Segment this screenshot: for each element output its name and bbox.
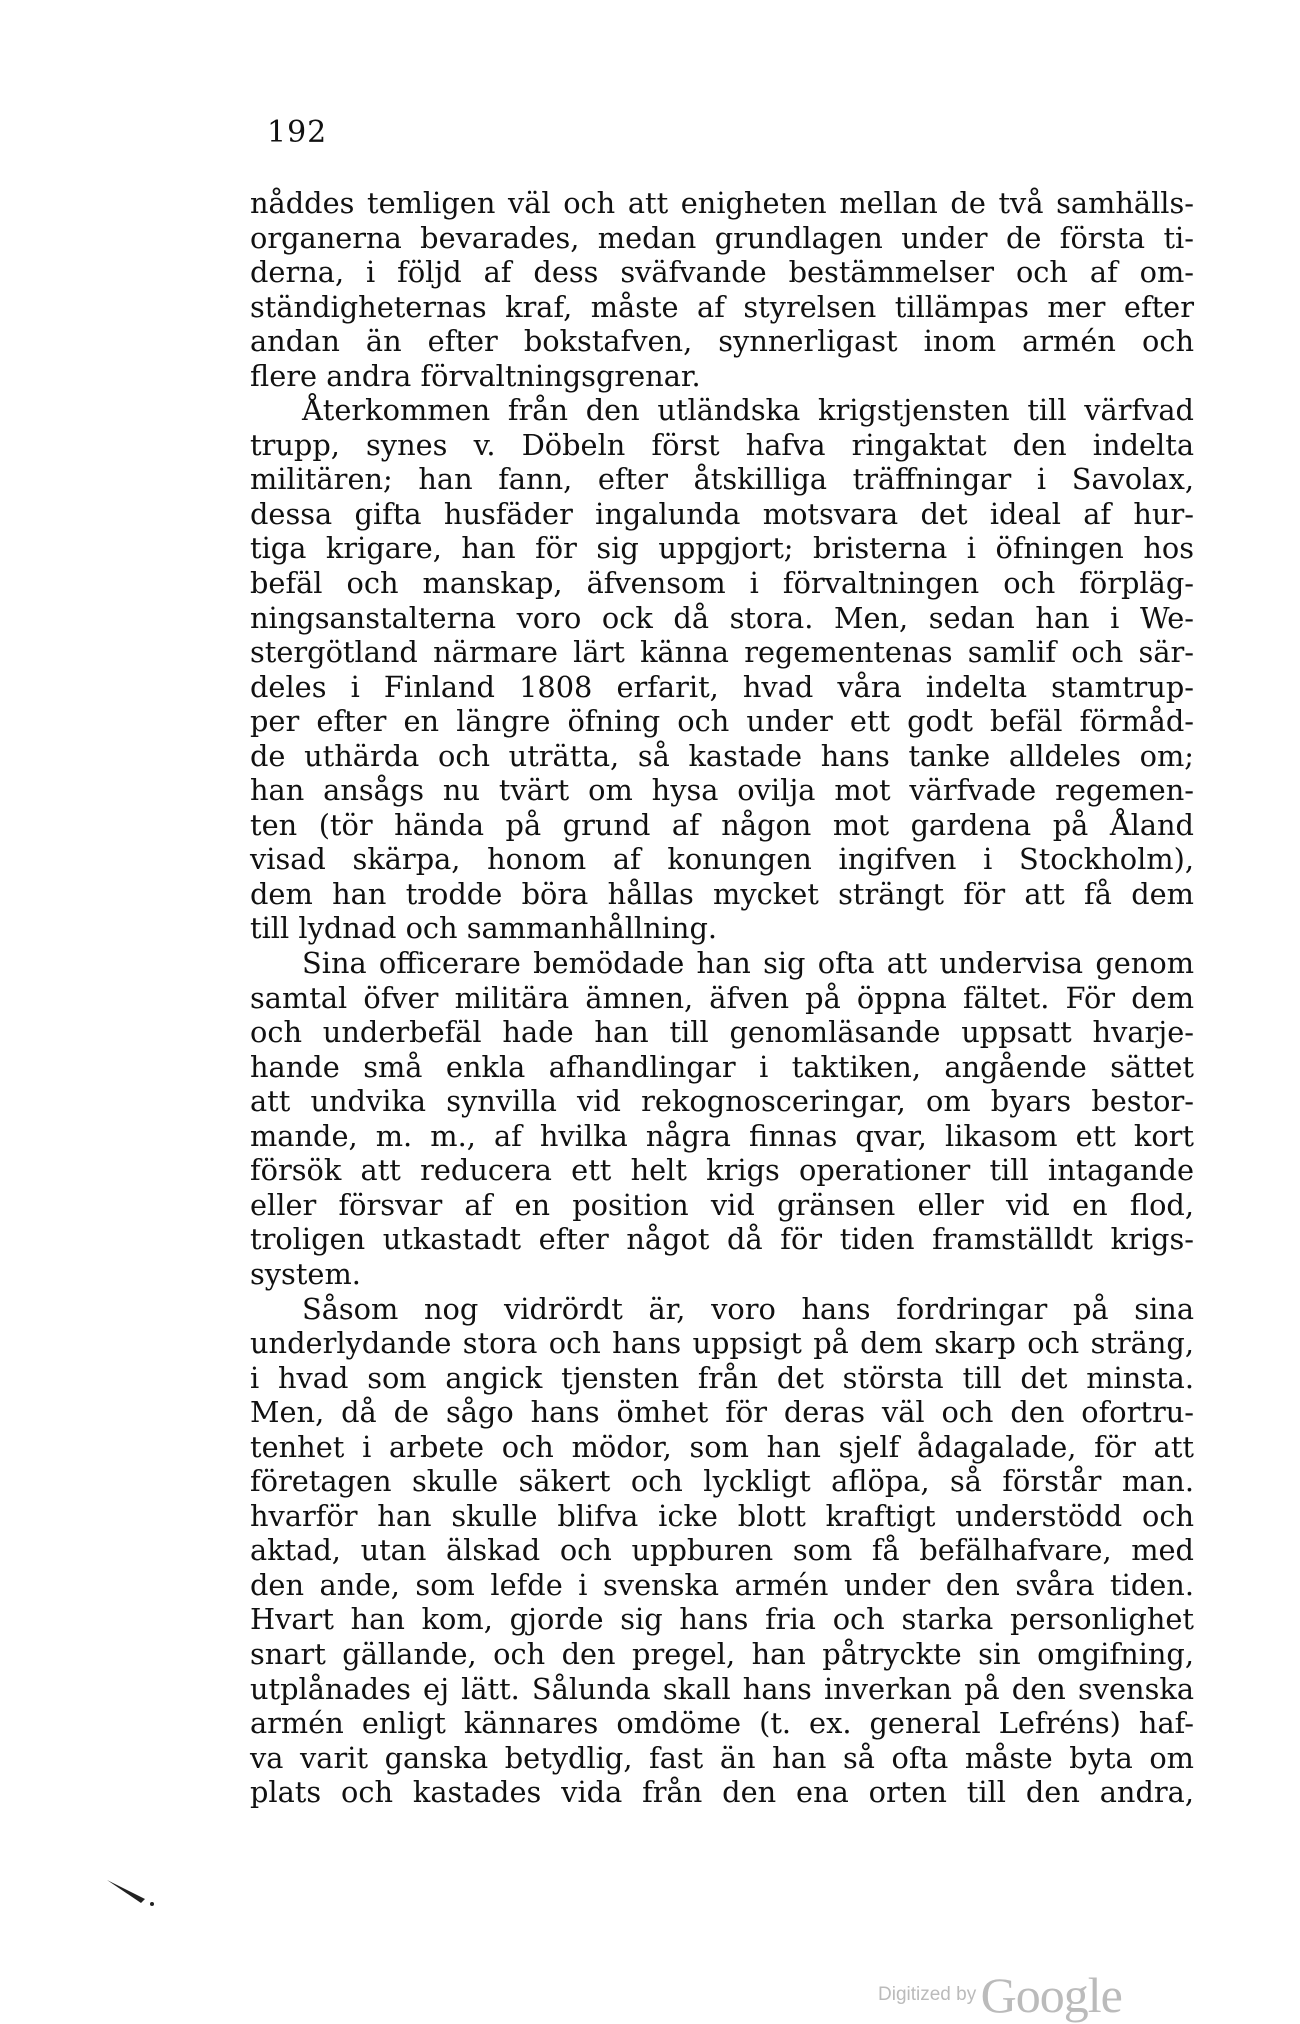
- page-number: 192: [267, 115, 328, 150]
- text-line: i hvad som angick tjensten från det största till det minsta.: [250, 1360, 1194, 1395]
- text-line: han ansågs nu tvärt om hysa ovilja mot värfvade regemen-: [250, 773, 1194, 808]
- text-line: plats och kastades vida från den ena orten till den andra,: [250, 1775, 1194, 1810]
- text-line: mande, m. m., af hvilka några finnas qvar, likasom ett kort: [250, 1118, 1194, 1153]
- text-line: att undvika synvilla vid rekognosceringar, om byars bestor-: [250, 1084, 1194, 1119]
- text-line: andan än efter bokstafven, synnerligast inom armén och: [250, 324, 1194, 359]
- google-logo: Google: [980, 1967, 1122, 2023]
- text-line: snart gällande, och den pregel, han påtryckte sin omgifning,: [250, 1636, 1194, 1671]
- text-line: försök att reducera ett helt krigs operationer till intagande: [250, 1153, 1194, 1188]
- text-line: derna, i följd af dess sväfvande bestämmelser och af om-: [250, 255, 1194, 290]
- text-line: befäl och manskap, äfvensom i förvaltningen och förpläg-: [250, 566, 1194, 601]
- text-line: armén enligt kännares omdöme (t. ex. general Lefréns) haf-: [250, 1706, 1194, 1741]
- text-line: ningsanstalterna voro ock då stora. Men, sedan han i We-: [250, 600, 1194, 635]
- digitized-watermark: [878, 1966, 1122, 2024]
- text-line: tiga krigare, han för sig uppgjort; bristerna i öfningen hos: [250, 531, 1194, 566]
- text-line: flere andra förvaltningsgrenar.: [250, 358, 701, 393]
- text-line: samtal öfver militära ämnen, äfven på öppna fältet. För dem: [250, 980, 1194, 1015]
- text-line: militären; han fann, efter åtskilliga träffningar i Savolax,: [250, 462, 1194, 497]
- text-line: tenhet i arbete och mödor, som han sjelf ådagalade, för att: [250, 1429, 1194, 1464]
- text-line: ten (tör hända på grund af någon mot gardena på Åland: [250, 807, 1194, 842]
- text-line: de uthärda och uträtta, så kastade hans tanke alldeles om;: [250, 738, 1194, 773]
- text-line: trupp, synes v. Döbeln först hafva ringaktat den indelta: [250, 427, 1194, 462]
- text-line: hvarför han skulle blifva icke blott kraftigt understödd och: [250, 1498, 1194, 1533]
- scan-mark-icon: [105, 1877, 157, 1907]
- text-line: ständigheternas kraf, måste af styrelsen tillämpas mer efter: [250, 289, 1194, 324]
- text-line: troligen utkastadt efter något då för tiden framställdt krigs-: [250, 1222, 1194, 1257]
- text-line: per efter en längre öfning och under ett godt befäl förmåd-: [250, 704, 1194, 739]
- text-line: till lydnad och sammanhållning.: [250, 911, 718, 946]
- body-text: [250, 186, 1194, 1810]
- text-line: underlydande stora och hans uppsigt på dem skarp och sträng,: [250, 1326, 1194, 1361]
- text-line: företagen skulle säkert och lyckligt aflöpa, så förstår man.: [250, 1464, 1194, 1499]
- text-line: nåddes temligen väl och att enigheten mellan de två samhälls-: [250, 186, 1194, 220]
- text-line: utplånades ej lätt. Sålunda skall hans inverkan på den svenska: [250, 1671, 1194, 1706]
- text-line: hande små enkla afhandlingar i taktiken, angående sättet: [250, 1049, 1194, 1084]
- text-line: den ande, som lefde i svenska armén under den svåra tiden.: [250, 1567, 1194, 1602]
- text-line: deles i Finland 1808 erfarit, hvad våra indelta stamtrup-: [250, 669, 1194, 704]
- paragraph-start-line: Såsom nog vidrördt är, voro hans fordringar på sina: [302, 1291, 1194, 1326]
- watermark-prefix: Digitized by: [878, 1984, 977, 2005]
- text-line: Men, då de sågo hans ömhet för deras väl och den ofortru-: [250, 1395, 1194, 1430]
- text-line: va varit ganska betydlig, fast än han så ofta måste byta om: [250, 1740, 1194, 1775]
- text-line: Hvart han kom, gjorde sig hans fria och starka personlighet: [250, 1602, 1194, 1637]
- text-line: stergötland närmare lärt känna regementenas samlif och sär-: [250, 635, 1194, 670]
- paragraph-start-line: Sina officerare bemödade han sig ofta att undervisa genom: [302, 946, 1194, 981]
- text-line: dem han trodde böra hållas mycket strängt för att få dem: [250, 876, 1194, 911]
- text-line: visad skärpa, honom af konungen ingifven i Stockholm),: [250, 842, 1194, 877]
- text-line: aktad, utan älskad och uppburen som få befälhafvare, med: [250, 1533, 1194, 1568]
- text-line: organerna bevarades, medan grundlagen under de första ti-: [250, 220, 1194, 255]
- text-line: eller försvar af en position vid gränsen eller vid en flod,: [250, 1187, 1194, 1222]
- text-line: dessa gifta husfäder ingalunda motsvara det ideal af hur-: [250, 496, 1194, 531]
- paragraph-start-line: Återkommen från den utländska krigstjensten till värfvad: [302, 393, 1194, 428]
- text-line: system.: [250, 1256, 361, 1291]
- text-line: och underbefäl hade han till genomläsande uppsatt hvarje-: [250, 1015, 1194, 1050]
